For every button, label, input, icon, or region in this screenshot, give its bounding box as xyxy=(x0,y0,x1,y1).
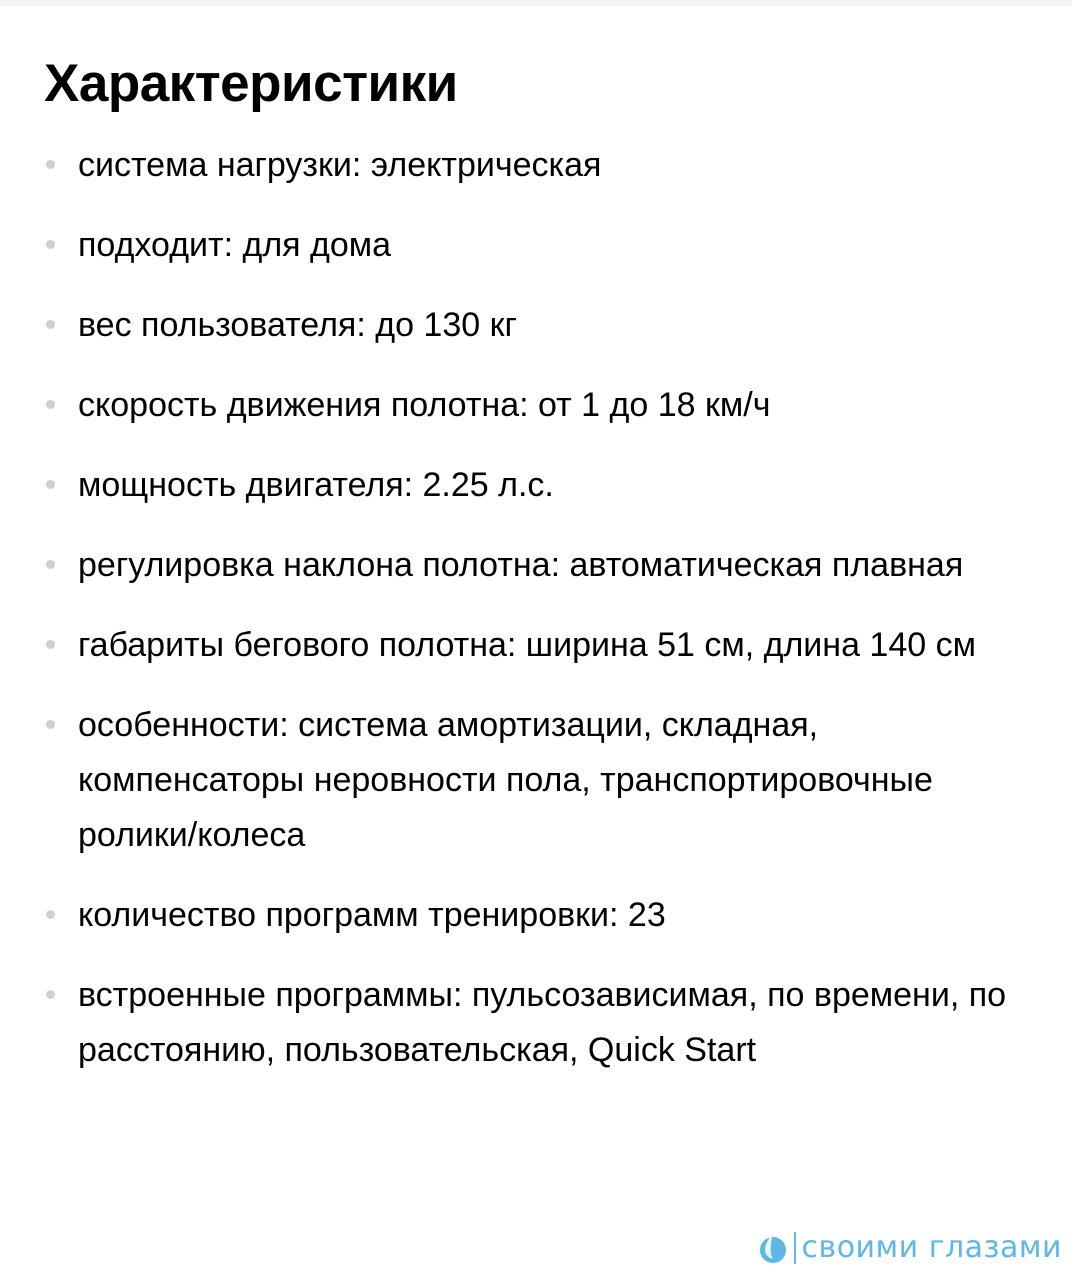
spec-item-suitable-for xyxy=(44,218,1034,273)
spec-item-text: скорость движения полотна: от 1 до 18 км/ч xyxy=(78,386,771,424)
bullet-icon xyxy=(46,480,55,489)
spec-item-load-system xyxy=(44,138,1034,193)
watermark xyxy=(756,1230,1062,1266)
spec-item-features xyxy=(44,698,1034,863)
specs-title: Характеристики xyxy=(44,54,458,113)
specifications-section xyxy=(44,52,1034,1103)
spec-item-text: регулировка наклона полотна: автоматическая плавная xyxy=(78,546,964,584)
bullet-icon xyxy=(46,910,55,919)
spec-item-belt-speed xyxy=(44,378,1034,433)
spec-item-text: количество программ тренировки: 23 xyxy=(78,896,666,934)
bullet-icon xyxy=(46,240,55,249)
spec-item-text: особенности: система амортизации, складная, компенсаторы неровности пола, транспортировочные ролики/колеса xyxy=(78,706,933,854)
spec-item-program-count xyxy=(44,888,1034,943)
spec-item-incline-adjustment xyxy=(44,538,1034,593)
water-drop-icon xyxy=(756,1231,790,1265)
bullet-icon xyxy=(46,720,55,729)
spec-item-text: вес пользователя: до 130 кг xyxy=(78,306,517,344)
spec-item-motor-power xyxy=(44,458,1034,513)
spec-item-text: система нагрузки: электрическая xyxy=(78,146,602,184)
bullet-icon xyxy=(46,990,55,999)
spec-item-belt-dimensions xyxy=(44,618,1034,673)
bullet-icon xyxy=(46,160,55,169)
bullet-icon xyxy=(46,560,55,569)
bullet-icon xyxy=(46,640,55,649)
spec-item-user-weight xyxy=(44,298,1034,353)
bullet-icon xyxy=(46,400,55,409)
spec-item-text: габариты бегового полотна: ширина 51 см, длина 140 см xyxy=(78,626,976,664)
spec-item-text: подходит: для дома xyxy=(78,226,392,264)
spec-list xyxy=(44,138,1034,1078)
spec-item-text: встроенные программы: пульсозависимая, по времени, по расстоянию, пользовательская, Quick Start xyxy=(78,976,1007,1069)
watermark-divider xyxy=(794,1232,796,1264)
spec-item-builtin-programs xyxy=(44,968,1034,1078)
watermark-text: своими глазами xyxy=(801,1230,1062,1265)
bullet-icon xyxy=(46,320,55,329)
spec-item-text: мощность двигателя: 2.25 л.с. xyxy=(78,466,554,504)
top-strip xyxy=(0,0,1072,6)
